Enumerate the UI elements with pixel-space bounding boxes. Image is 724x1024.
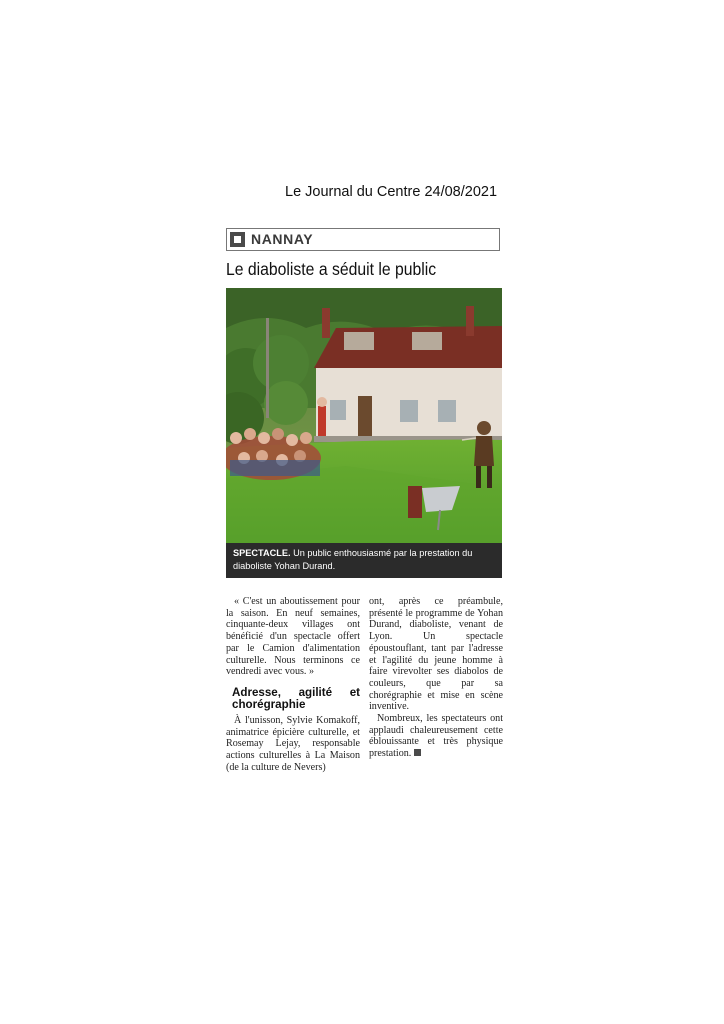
article-column-2 <box>369 596 503 760</box>
caption-keyword: SPECTACLE. <box>233 548 291 558</box>
article-column-1 <box>226 596 360 773</box>
rubric-box <box>226 228 500 251</box>
paragraph-spectateurs-text: Nombreux, les spectateurs ont applaudi chaleureusement cette éblouissante et très physique prestation. <box>369 713 503 760</box>
paragraph-programme: ont, après ce préambule, présenté le programme de Yohan Durand, diaboliste, venant de Lyon. Un spectacle époustouflant, tant par l'adresse et l'agilité du jeune homme à faire virevolter ses diabolos de couleurs, que par sa chorégraphie et mise en scène inventive. <box>369 596 503 713</box>
rubric-label: NANNAY <box>251 231 314 247</box>
square-bullet-icon <box>230 232 245 247</box>
source-line: Le Journal du Centre 24/08/2021 <box>285 184 498 200</box>
article-subhead: Adresse, agilité et chorégraphie <box>232 685 360 711</box>
caption-text: Un public enthousiasmé par la prestation du diaboliste Yohan Durand. <box>233 548 473 571</box>
paragraph-unisson: À l'unisson, Sylvie Komakoff, animatrice épicière culturelle, et Rosemay Lejay, responsable actions culturelles à La Maison (de la culture de Nevers) <box>226 714 360 773</box>
paragraph-spectateurs <box>369 713 503 760</box>
end-mark-icon <box>414 749 421 756</box>
article-photo <box>226 288 502 543</box>
article-headline: Le diaboliste a séduit le public <box>226 259 437 279</box>
paragraph-quote: « C'est un aboutissement pour la saison. En neuf semaines, cinquante-deux villages ont bénéficié d'un spectacle offert par le Camion d'alimentation culturelle. Nous terminons ce vendredi avec vous. » <box>226 596 360 678</box>
photo-caption <box>226 543 502 578</box>
